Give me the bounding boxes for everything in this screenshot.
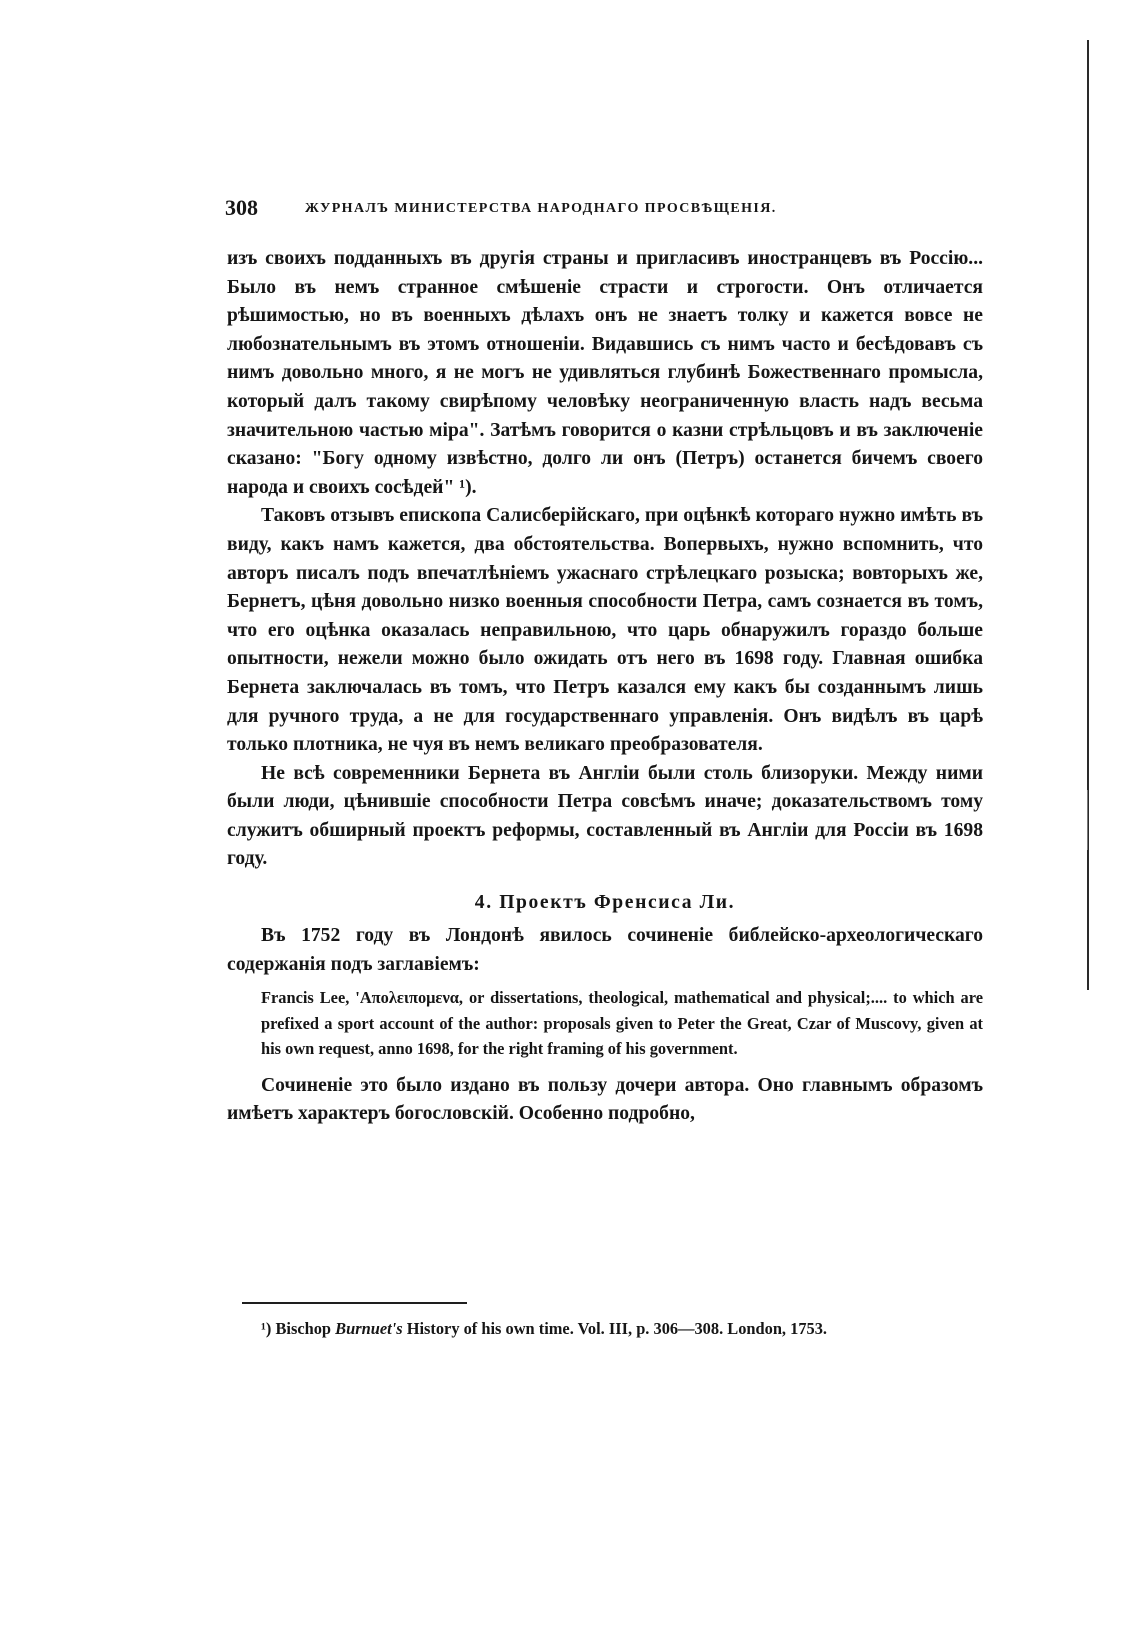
page-header	[225, 195, 985, 231]
footnote-text: History of his own time. Vol. III, p. 306—308. London, 1753.	[406, 1319, 828, 1338]
footnote-marker: ¹)	[261, 1319, 272, 1338]
footnote-prefix: Bischop	[275, 1319, 332, 1338]
section-after-quote: Сочиненіе это было издано въ пользу дочери автора. Оно главнымъ образомъ имѣетъ характеръ богословскій. Особенно подробно,	[227, 1074, 983, 1125]
section-intro: Въ 1752 году въ Лондонѣ явилось сочиненіе библейско-археологическаго содержанія подъ заглавіемъ:	[227, 925, 983, 975]
footnote-author: Burnuet's	[335, 1319, 403, 1338]
book-title-quote: Francis Lee, 'Απολειπομενα, or dissertations, theological, mathematical and physical;.... to which are prefixed a sport account of the author: proposals given to Peter the Great, Czar of Muscovy, given at his own request, anno 1698, for the right framing of his government.	[261, 988, 983, 1059]
paragraph-1: изъ своихъ подданныхъ въ другія страны и пригласивъ иностранцевъ въ Россію... Было въ немъ странное смѣшеніе страсти и строгости. Онъ отличается рѣшимостью, но въ военныхъ дѣлахъ онъ не знаетъ толку и кажется вовсе не любознательнымъ въ этомъ отношеніи. Видавшись съ нимъ часто и бесѣдовавъ съ нимъ довольно много, я не могъ не удивляться глубинѣ Божественнаго промысла, который далъ такому свирѣпому человѣку неограниченную власть надъ весьма значительною частью міра". Затѣмъ говорится о казни стрѣльцовъ и въ заключеніе сказано: "Богу одному извѣстно, долго ли онъ (Петръ) останется бичемъ своего народа и своихъ сосѣдей" ¹).	[227, 248, 983, 498]
running-title: ЖУРНАЛЪ МИНИСТЕРСТВА НАРОДНАГО ПРОСВѢЩЕНІЯ.	[305, 201, 777, 216]
footnote	[227, 1316, 983, 1341]
section-heading: 4. Проектъ Френсиса Ли.	[474, 892, 736, 914]
page-edge-mark	[1087, 790, 1088, 850]
paragraph-3: Не всѣ современники Бернета въ Англіи были столь близоруки. Между ними были люди, цѣнившіе способности Петра совсѣмъ иначе; доказательствомъ тому служитъ обширный проектъ реформы, составленный въ Англіи для Россіи въ 1698 году.	[227, 762, 983, 870]
page-number: 308	[225, 195, 258, 220]
paragraph-2: Таковъ отзывъ епископа Салисберійскаго, при оцѣнкѣ котораго нужно имѣть въ виду, какъ намъ кажется, два обстоятельства. Вопервыхъ, нужно вспомнить, что авторъ писалъ подъ впечатлѣніемъ ужаснаго стрѣлецкаго розыска; вовторыхъ же, Бернетъ, цѣня довольно низко военныя способности Петра, самъ сознается въ томъ, что его оцѣнка оказалась неправильною, что царь обнаружилъ гораздо больше опытности, нежели можно было ожидать отъ него въ 1698 году. Главная ошибка Бернета заключалась въ томъ, что Петръ казался ему какъ бы созданнымъ лишь для ручного труда, а не для государственнаго управленія. Онъ видѣлъ въ царѣ только плотника, не чуя въ немъ великаго преобразователя.	[227, 505, 983, 756]
main-text	[227, 245, 983, 1129]
footnote-divider	[242, 1302, 467, 1304]
